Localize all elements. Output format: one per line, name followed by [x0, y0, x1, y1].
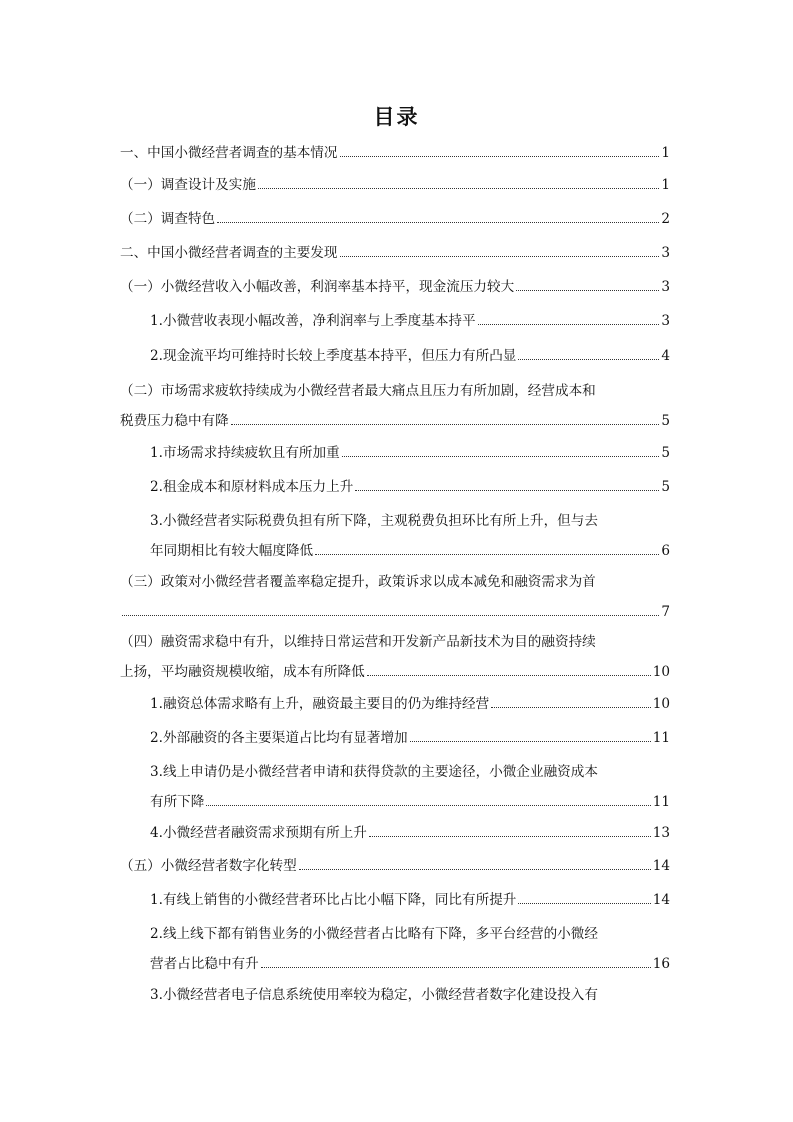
dot-leader: [342, 456, 660, 457]
toc-page-number: 16: [652, 956, 670, 972]
toc-entry-text: （三）政策对小微经营者覆盖率稳定提升，政策诉求以成本减免和融资需求为首: [120, 574, 596, 590]
toc-entry-text: 2.租金成本和原材料成本压力上升: [150, 479, 354, 495]
dot-leader: [340, 156, 660, 157]
toc-page-number: 5: [661, 479, 670, 495]
toc-entry[interactable]: [150, 345, 670, 367]
toc-entry-text: （四）融资需求稳中有升，以维持日常运营和开发新产品新技术为目的融资持续: [120, 634, 596, 650]
toc-page-number: 3: [661, 313, 670, 329]
toc-entry[interactable]: [120, 855, 670, 877]
toc-entry-text: 3.小微经营者实际税费负担有所下降，主观税费负担环比有所上升，但与去: [150, 513, 598, 529]
dot-leader: [340, 256, 660, 257]
toc-page-number: 10: [652, 664, 670, 680]
toc-entry-text: （二）调查特色: [120, 211, 216, 227]
toc-entry-text: （二）市场需求疲软持续成为小微经营者最大痛点且压力有所加剧，经营成本和: [120, 383, 596, 399]
toc-page-number: 1: [661, 177, 670, 193]
toc-entry[interactable]: [150, 984, 670, 1006]
toc-entry[interactable]: [150, 510, 670, 562]
dot-leader: [355, 490, 659, 491]
toc-entry[interactable]: [120, 276, 670, 298]
toc-entry-text: 1.有线上销售的小微经营者环比占比小幅下降，同比有所提升: [150, 892, 517, 908]
toc-entry[interactable]: [150, 761, 670, 813]
toc-entry-text: 年同期相比有较大幅度降低: [150, 543, 314, 559]
toc-page-number: 5: [661, 445, 670, 461]
toc-entry[interactable]: [150, 476, 670, 498]
toc-entry-text: 营者占比稳中有升: [150, 956, 259, 972]
toc-entry[interactable]: [120, 242, 670, 264]
toc-page-number: 10: [652, 696, 670, 712]
toc-entry[interactable]: [150, 310, 670, 332]
toc-page-number: 14: [652, 858, 670, 874]
dot-leader: [516, 290, 659, 291]
toc-entry-text: 2.外部融资的各主要渠道占比均有显著增加: [150, 730, 408, 746]
toc-entry-text: 1.融资总体需求略有上升，融资最主要目的仍为维持经营: [150, 696, 490, 712]
toc-title: 目录: [373, 104, 420, 129]
dot-leader: [369, 836, 651, 837]
toc-entry[interactable]: [120, 380, 670, 432]
toc-page-number: 7: [661, 604, 670, 620]
toc-entry-text: 一、中国小微经营者调查的基本情况: [120, 145, 338, 161]
dot-leader: [231, 424, 660, 425]
toc-entry-text: 3.小微经营者电子信息系统使用率较为稳定，小微经营者数字化建设投入有: [150, 987, 598, 1003]
toc-entry-text: 有所下降: [150, 794, 205, 810]
toc-entry[interactable]: [150, 693, 670, 715]
toc-page-number: 1: [661, 145, 670, 161]
toc-entry-text: 二、中国小微经营者调查的主要发现: [120, 245, 338, 261]
dot-leader: [217, 222, 659, 223]
toc-page-number: 2: [661, 211, 670, 227]
toc-entry[interactable]: [150, 822, 670, 844]
dot-leader: [299, 869, 651, 870]
toc-entry-text: 1.市场需求持续疲软且有所加重: [150, 445, 340, 461]
dot-leader: [518, 359, 659, 360]
toc-entry-text: 上扬，平均融资规模收缩，成本有所降低: [120, 664, 365, 680]
toc-page-number: 3: [661, 245, 670, 261]
dot-leader: [122, 615, 659, 616]
dot-leader: [491, 707, 650, 708]
toc-entry[interactable]: [120, 208, 670, 230]
dot-leader: [261, 967, 651, 968]
toc-page-number: 14: [652, 892, 670, 908]
toc-entry-text: 2.现金流平均可维持时长较上季度基本持平，但压力有所凸显: [150, 348, 517, 364]
toc-page-number: 11: [652, 794, 670, 810]
toc-entry-text: 3.线上申请仍是小微经营者申请和获得贷款的主要途径，小微企业融资成本: [150, 764, 598, 780]
toc-entry-text: （一）调查设计及实施: [120, 177, 256, 193]
toc-entry[interactable]: [150, 442, 670, 464]
toc-entry[interactable]: [120, 142, 670, 164]
toc-page-number: 4: [661, 348, 670, 364]
toc-entry-text: （五）小微经营者数字化转型: [120, 858, 297, 874]
toc-entry[interactable]: [120, 571, 670, 623]
dot-leader: [206, 805, 650, 806]
dot-leader: [367, 675, 651, 676]
toc-entry[interactable]: [120, 631, 670, 683]
dot-leader: [478, 324, 660, 325]
dot-leader: [410, 741, 651, 742]
toc-entry-text: 1.小微营收表现小幅改善，净利润率与上季度基本持平: [150, 313, 476, 329]
toc-page-number: 11: [652, 730, 670, 746]
toc-entry[interactable]: [150, 727, 670, 749]
toc-page-number: 3: [661, 279, 670, 295]
dot-leader: [258, 188, 659, 189]
toc-entry-text: （一）小微经营收入小幅改善，利润率基本持平，现金流压力较大: [120, 279, 515, 295]
toc-page-number: 13: [652, 825, 670, 841]
toc-entry-text: 税费压力稳中有降: [120, 413, 229, 429]
toc-page-number: 5: [661, 413, 670, 429]
toc-entry-text: 4.小微经营者融资需求预期有所上升: [150, 825, 367, 841]
toc-entry-text: 2.线上线下都有销售业务的小微经营者占比略有下降，多平台经营的小微经: [150, 926, 598, 942]
dot-leader: [315, 554, 659, 555]
toc-page-number: 6: [661, 543, 670, 559]
toc-entry[interactable]: [120, 174, 670, 196]
toc-entry[interactable]: [150, 889, 670, 911]
dot-leader: [518, 903, 650, 904]
toc-entry[interactable]: [150, 923, 670, 975]
